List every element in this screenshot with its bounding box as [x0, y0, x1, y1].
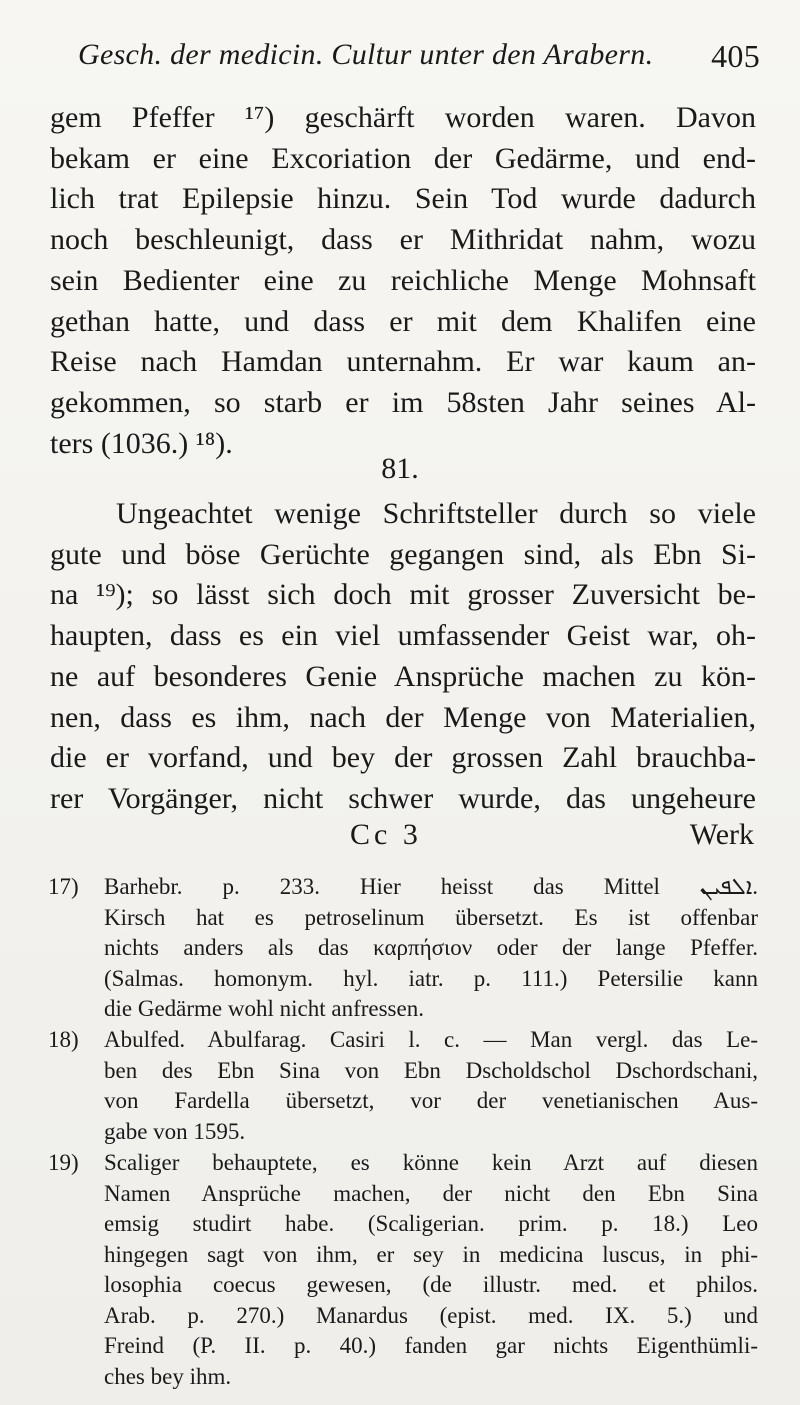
footnote-17: [48, 872, 758, 1025]
footnote-line: nichts anders als das καρπήσιον oder der lange Pfeffer.: [104, 935, 758, 960]
text-line: gekommen, so starb er im 58sten Jahr seines Al-: [50, 385, 756, 419]
text-line: ters (1036.) ¹⁸).: [50, 426, 233, 460]
footnote-number: 19): [48, 1150, 79, 1175]
text-line: gethan hatte, und dass er mit dem Khalifen eine: [50, 304, 756, 338]
footnote-line: Namen Ansprüche machen, der nicht den Ebn Sina: [104, 1180, 758, 1206]
footnote-number: 17): [48, 874, 79, 899]
text-line: lich trat Epilepsie hinzu. Sein Tod wurde dadurch: [50, 182, 756, 216]
catchword: Werk: [689, 818, 754, 851]
text-line: die er vorfand, und bey der grossen Zahl brauchba-: [50, 741, 756, 775]
footnote-line: Arab. p. 270.) Manardus (epist. med. IX. 5.) und: [104, 1302, 758, 1328]
text-line: gute und böse Gerüchte gegangen sind, als Ebn Si-: [50, 537, 756, 571]
section-number: 81.: [381, 452, 419, 485]
footnote-line: emsig studirt habe. (Scaligerian. prim. p. 18.) Leo: [104, 1211, 758, 1236]
running-header: [78, 38, 760, 72]
text-line: nen, dass es ihm, nach der Menge von Materialien,: [50, 700, 756, 734]
text-line: bekam er eine Excoriation der Gedärme, und end-: [50, 141, 756, 175]
footnote-line: Kirsch hat es petroselinum übersetzt. Es ist offenbar: [104, 904, 758, 930]
footnote-line: hingegen sagt von ihm, er sey in medicina luscus, in phi-: [104, 1241, 758, 1267]
footnote-line: ben des Ebn Sina von Ebn Dscholdschol Dschordschani,: [104, 1057, 758, 1083]
footnote-number: 18): [48, 1027, 79, 1052]
footnote-line: von Fardella übersetzt, vor der venetianischen Aus-: [104, 1088, 758, 1113]
text-line: sein Bedienter eine zu reichliche Menge Mohnsaft: [50, 263, 756, 297]
paragraph-1: [50, 98, 756, 464]
footnote-line: Freind (P. II. p. 40.) fanden gar nichts Eigenthümli-: [104, 1333, 758, 1358]
text-line: Reise nach Hamdan unternahm. Er war kaum an-: [50, 345, 756, 379]
text-line: ne auf besonderes Genie Ansprüche machen zu kön-: [50, 659, 756, 693]
footnote-line: Scaliger behauptete, es könne kein Arzt auf diesen: [104, 1150, 758, 1175]
footnote-line: Barhebr. p. 233. Hier heisst das Mittel ܐܠܦܝܢ.: [104, 874, 758, 899]
text-line: na ¹⁹); so lässt sich doch mit grosser Zuversicht be-: [50, 578, 756, 612]
text-line: haupten, dass es ein viel umfassender Geist war, oh-: [50, 619, 756, 653]
page-number: 405: [711, 38, 760, 74]
signature-mark: Cc 3: [350, 818, 422, 851]
footnote-19: [48, 1148, 758, 1392]
text-line: rer Vorgänger, nicht schwer wurde, das ungeheure: [50, 781, 756, 815]
text-line: noch beschleunigt, dass er Mithridat nahm, wozu: [50, 223, 756, 257]
footnote-line: ches bey ihm.: [104, 1363, 232, 1389]
paragraph-2: [50, 494, 756, 820]
footnote-line: gabe von 1595.: [104, 1118, 246, 1144]
footnote-line: Abulfed. Abulfarag. Casiri l. c. — Man vergl. das Le-: [104, 1027, 758, 1052]
footnote-line: (Salmas. homonym. hyl. iatr. p. 111.) Petersilie kann: [104, 965, 758, 991]
footnote-18: [48, 1025, 758, 1147]
footnote-line: losophia coecus gewesen, (de illustr. med. et philos.: [104, 1272, 758, 1297]
text-line: gem Pfeffer ¹⁷) geschärft worden waren. Davon: [50, 101, 756, 134]
text-line: Ungeachtet wenige Schriftsteller durch so viele: [116, 497, 756, 530]
running-title: Gesch. der medicin. Cultur unter den Arabern.: [78, 38, 654, 71]
footnote-line: die Gedärme wohl nicht anfressen.: [104, 996, 424, 1021]
